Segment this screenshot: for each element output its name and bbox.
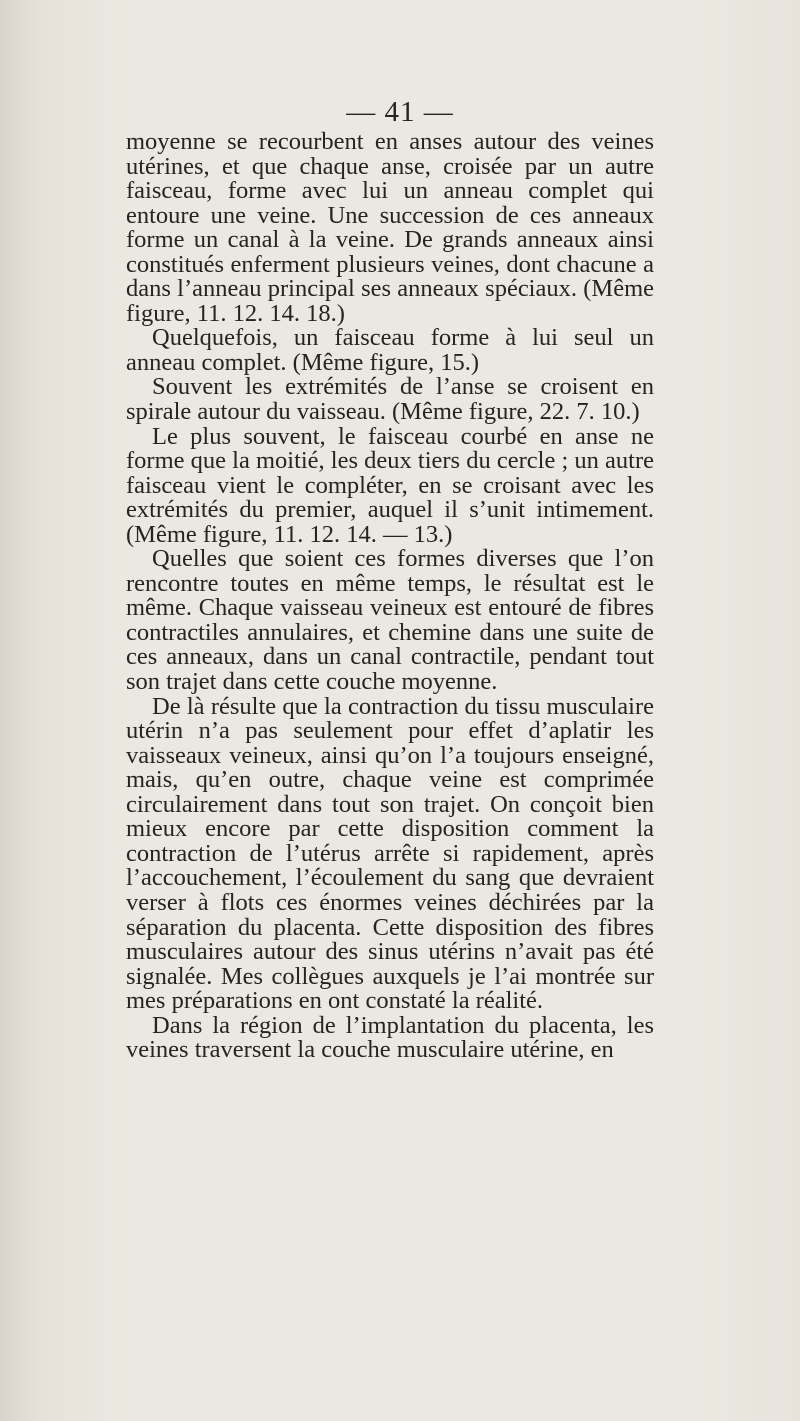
page-number: — 41 — (346, 96, 454, 128)
paragraph-4: Le plus souvent, le faisceau courbé en anse ne forme que la moitié, les deux tiers du cercle ; un autre faisceau vient le compléter, en se croisant avec les extrémités du premier, auquel il s’unit intimement. (Même figure, 11. 12. 14. — 13.) (126, 422, 654, 548)
paragraph-6: De là résulte que la contraction du tissu musculaire utérin n’a pas seulement pour effet d’aplatir les vaisseaux veineux, ainsi qu’on l’a toujours enseigné, mais, qu’en outre, chaque veine est comprimée circulairement dans tout son trajet. On conçoit bien mieux encore par cette disposition comment la contraction de l’utérus arrête si rapidement, après l’accouchement, l’écoulement du sang que devraient verser à flots ces énormes veines déchirées par la séparation du placenta. Cette disposition des fibres musculaires autour des sinus utérins n’avait pas été signalée. Mes collègues auxquels je l’ai montrée sur mes préparations en ont constaté la réalité. (126, 692, 654, 1015)
paragraph-2: Quelquefois, un faisceau forme à lui seul un anneau complet. (Même figure, 15.) (126, 324, 654, 376)
paragraph-1: moyenne se recourbent en anses autour des veines utérines, et que chaque anse, croisée par un autre faisceau, forme avec lui un anneau complet qui entoure une veine. Une succession de ces anneaux forme un canal à la veine. De grands anneaux ainsi constitués enferment plusieurs veines, dont chacune a dans l’anneau principal ses anneaux spéciaux. (Même figure, 11. 12. 14. 18.) (126, 128, 654, 327)
paragraph-7: Dans la région de l’implantation du placenta, les veines traversent la couche musculaire utérine, en (126, 1011, 654, 1064)
body-text (126, 130, 654, 1063)
paragraph-5: Quelles que soient ces formes diverses que l’on rencontre toutes en même temps, le résultat est le même. Chaque vaisseau veineux est entouré de fibres contractiles annulaires, et chemine dans une suite de ces anneaux, dans un canal contractile, pendant tout son trajet dans cette couche moyenne. (126, 545, 654, 696)
paragraph-3: Souvent les extrémités de l’anse se croisent en spirale autour du vaisseau. (Même figure, 22. 7. 10.) (126, 373, 654, 426)
